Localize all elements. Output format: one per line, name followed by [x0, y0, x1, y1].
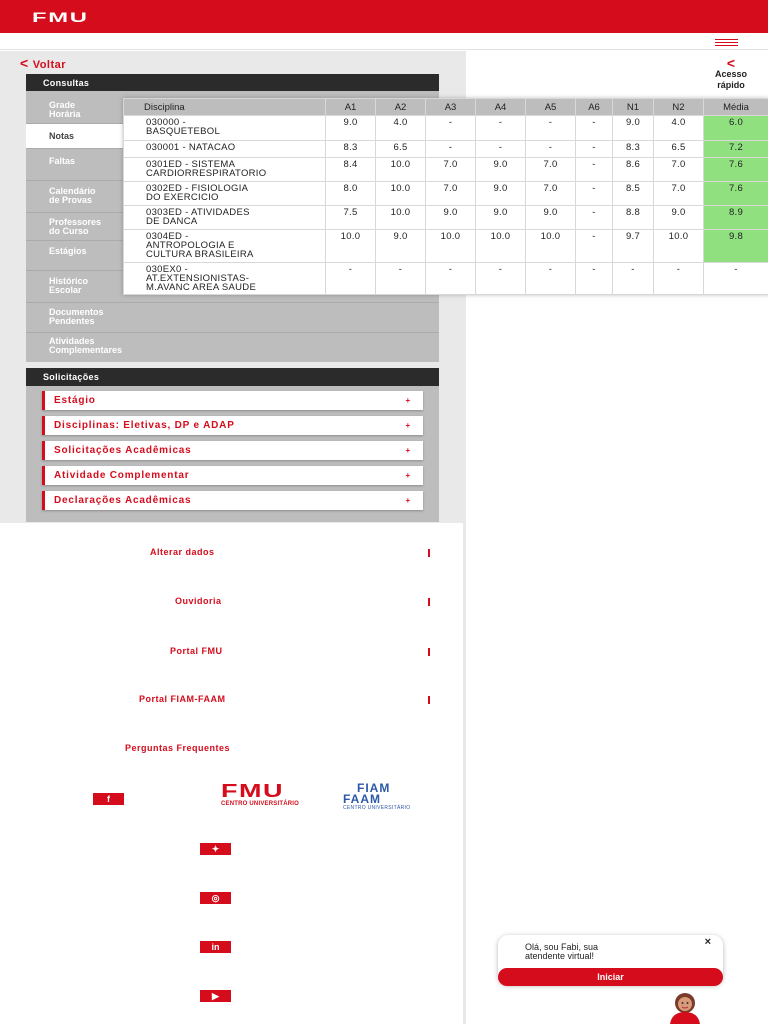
assistant-avatar[interactable] [664, 990, 706, 1024]
grade-cell: 9.0 [476, 206, 526, 230]
facebook-icon[interactable]: f [93, 793, 124, 805]
link-marker [428, 598, 430, 606]
grade-cell: - [526, 263, 576, 295]
menu-item-documentos[interactable] [26, 303, 439, 333]
grade-cell: 8.3 [326, 141, 376, 158]
sol-button-estagio[interactable] [42, 391, 423, 410]
plus-icon: + [405, 446, 411, 455]
sol-button-solicitacoes[interactable] [42, 441, 423, 460]
grade-cell: 7.0 [526, 158, 576, 182]
column-header: A1 [326, 99, 376, 116]
chat-widget [498, 935, 723, 985]
grade-cell: 9.7 [613, 230, 654, 263]
grade-cell: 10.0 [376, 206, 426, 230]
grade-cell: - [576, 158, 613, 182]
grade-cell: 7.5 [326, 206, 376, 230]
footer-link-portal-fiam-faam[interactable]: Portal FIAM-FAAM [139, 694, 226, 704]
discipline-line: 0301ED - SISTEMA [146, 159, 236, 170]
grade-cell: 9.0 [326, 116, 376, 141]
footer-link-ouvidoria[interactable]: Ouvidoria [175, 596, 222, 606]
grade-cell: 8.0 [326, 182, 376, 206]
column-header: Disciplina [124, 99, 326, 116]
sol-label: Atividade Complementar [54, 470, 190, 481]
discipline-line: BASQUETEBOL [146, 126, 221, 137]
grade-cell: 6.5 [376, 141, 426, 158]
grade-cell: 9.0 [654, 206, 704, 230]
grade-cell: - [576, 263, 613, 295]
grade-cell: - [576, 182, 613, 206]
grade-cell: - [526, 116, 576, 141]
quick-access-label: Acesso [714, 69, 748, 79]
menu-label: Grade [49, 100, 76, 110]
grade-cell: 7.0 [654, 182, 704, 206]
table-row [124, 141, 768, 158]
menu-label: Atividades [49, 336, 95, 346]
media-cell: 7.2 [704, 141, 768, 158]
grade-cell: 10.0 [326, 230, 376, 263]
sol-label: Solicitações Acadêmicas [54, 445, 192, 456]
column-header: A4 [476, 99, 526, 116]
discipline-line: 030EX0 - [146, 264, 189, 275]
grade-cell: 8.3 [613, 141, 654, 158]
discipline-line: ANTROPOLOGIA E [146, 240, 235, 251]
media-cell: 6.0 [704, 116, 768, 141]
grade-cell: 10.0 [476, 230, 526, 263]
grade-cell: 8.4 [326, 158, 376, 182]
grade-cell: - [426, 141, 476, 158]
sol-label: Disciplinas: Eletivas, DP e ADAP [54, 420, 235, 431]
column-header: A5 [526, 99, 576, 116]
footer-link-alterar-dados[interactable]: Alterar dados [150, 547, 215, 557]
twitter-icon[interactable]: ✦ [200, 843, 231, 855]
grade-cell: - [426, 263, 476, 295]
table-row [124, 206, 768, 230]
media-cell: - [704, 263, 768, 295]
grade-cell: 7.0 [654, 158, 704, 182]
link-marker [428, 648, 430, 656]
grade-cell: - [476, 116, 526, 141]
menu-label: Horária [49, 109, 81, 119]
column-header: A6 [576, 99, 613, 116]
youtube-icon[interactable]: ▶ [200, 990, 231, 1002]
back-label: Voltar [32, 59, 67, 71]
top-bar [0, 0, 768, 33]
grade-cell: 4.0 [376, 116, 426, 141]
grade-cell: 10.0 [426, 230, 476, 263]
grade-cell: - [576, 141, 613, 158]
grade-cell: 10.0 [376, 182, 426, 206]
link-marker [428, 549, 430, 557]
menu-label: Histórico [49, 276, 89, 286]
discipline-line: 030000 - [146, 117, 186, 128]
table-row [124, 230, 768, 263]
discipline-cell [124, 206, 326, 230]
table-header-row [124, 99, 768, 116]
grade-cell: - [326, 263, 376, 295]
sol-button-declaracoes[interactable] [42, 491, 423, 510]
menu-label: Complementares [49, 345, 123, 355]
chevron-left-icon: < [20, 55, 29, 71]
grade-cell: - [613, 263, 654, 295]
grade-cell: 9.0 [376, 230, 426, 263]
fiam-logo-subtext: CENTRO UNIVERSITÁRIO [343, 805, 411, 811]
discipline-line: AT.EXTENSIONISTAS- [146, 273, 250, 284]
media-cell: 8.9 [704, 206, 768, 230]
fmu-logo[interactable]: FMU [32, 9, 89, 25]
chat-message-line: atendente virtual! [525, 951, 595, 961]
menu-label: Escolar [49, 285, 82, 295]
menu-label: Calendário [49, 186, 96, 196]
discipline-line: DE DANCA [146, 216, 198, 227]
plus-icon: + [405, 496, 411, 505]
menu-label: do Curso [49, 226, 89, 236]
media-cell: 9.8 [704, 230, 768, 263]
sol-button-atividade[interactable] [42, 466, 423, 485]
sol-label: Declarações Acadêmicas [54, 495, 192, 506]
menu-label: Professores [49, 217, 102, 227]
fiam-faam-logo [343, 781, 435, 811]
column-header: N2 [654, 99, 704, 116]
footer-link-portal-fmu[interactable]: Portal FMU [170, 646, 223, 656]
table-row [124, 182, 768, 206]
grade-cell: 7.0 [426, 182, 476, 206]
discipline-line: 030001 - NATACAO [146, 142, 236, 153]
menu-label: de Provas [49, 195, 93, 205]
grade-cell: 9.0 [613, 116, 654, 141]
faam-logo-text: FAAM [343, 792, 381, 806]
discipline-line: CARDIORRESPIRATORIO [146, 168, 267, 179]
menu-label: Estágios [49, 246, 87, 256]
consultas-header: Consultas [26, 74, 439, 92]
menu-label: Pendentes [49, 316, 95, 326]
grade-cell: 7.0 [426, 158, 476, 182]
close-icon[interactable]: × [704, 936, 711, 948]
discipline-cell [124, 141, 326, 158]
grade-cell: 9.0 [526, 206, 576, 230]
column-header: N1 [613, 99, 654, 116]
menu-item-notas[interactable] [26, 124, 123, 149]
table-row [124, 116, 768, 141]
media-cell: 7.6 [704, 182, 768, 206]
hamburger-menu-icon[interactable] [715, 39, 738, 47]
grade-cell: 9.0 [476, 182, 526, 206]
menu-item-atividades[interactable] [26, 333, 439, 362]
linkedin-icon[interactable]: in [200, 941, 231, 953]
link-marker [428, 696, 430, 704]
discipline-cell [124, 182, 326, 206]
grade-cell: - [376, 263, 426, 295]
footer-link-perguntas-frequentes[interactable]: Perguntas Frequentes [125, 743, 231, 753]
discipline-line: DO EXERCICIO [146, 192, 219, 203]
media-cell: 7.6 [704, 158, 768, 182]
plus-icon: + [405, 396, 411, 405]
grade-cell: 8.6 [613, 158, 654, 182]
discipline-cell [124, 230, 326, 263]
grade-cell: 4.0 [654, 116, 704, 141]
fiam-logo-text: FIAM [357, 781, 391, 795]
grades-table [123, 98, 768, 295]
plus-icon: + [405, 471, 411, 480]
grade-cell: - [476, 141, 526, 158]
discipline-line: CULTURA BRASILEIRA [146, 249, 254, 260]
grade-cell: 10.0 [654, 230, 704, 263]
sol-button-disciplinas[interactable] [42, 416, 423, 435]
discipline-line: 0302ED - FISIOLOGIA [146, 183, 249, 194]
sol-label: Estágio [54, 395, 96, 406]
grade-cell: - [426, 116, 476, 141]
chat-message-line: Olá, sou Fabi, sua [525, 942, 599, 952]
grade-cell: - [576, 206, 613, 230]
discipline-line: 0303ED - ATIVIDADES [146, 207, 250, 218]
table-row [124, 158, 768, 182]
quick-access-button[interactable] [697, 57, 765, 91]
quick-access-label-2: rápido [717, 80, 745, 90]
footer [0, 523, 466, 1024]
grade-cell: - [576, 230, 613, 263]
grade-cell: - [576, 116, 613, 141]
grade-cell: 6.5 [654, 141, 704, 158]
grade-cell: 8.8 [613, 206, 654, 230]
column-header: A3 [426, 99, 476, 116]
discipline-line: M.AVANC AREA SAUDE [146, 282, 257, 293]
menu-label: Faltas [49, 156, 76, 166]
grade-cell: 10.0 [526, 230, 576, 263]
fmu-logo-text: FMU [221, 781, 284, 801]
column-header: A2 [376, 99, 426, 116]
grade-cell: - [654, 263, 704, 295]
back-link[interactable] [20, 55, 66, 71]
column-header: Média [704, 99, 768, 116]
grade-cell: 8.5 [613, 182, 654, 206]
table-row [124, 263, 768, 295]
grade-cell: - [526, 141, 576, 158]
grade-cell: - [476, 263, 526, 295]
grade-cell: 9.0 [426, 206, 476, 230]
menu-label: Documentos [49, 307, 104, 317]
grade-cell: 10.0 [376, 158, 426, 182]
discipline-cell [124, 158, 326, 182]
grade-cell: 9.0 [476, 158, 526, 182]
chat-start-button[interactable]: Iniciar [498, 968, 723, 986]
discipline-line: 0304ED - [146, 231, 189, 242]
fmu-centro-universitario-logo [221, 781, 337, 807]
chevron-left-icon: < [726, 55, 736, 71]
solicitacoes-header: Solicitações [26, 368, 439, 386]
sub-bar [0, 33, 768, 50]
grade-cell: 7.0 [526, 182, 576, 206]
discipline-cell [124, 116, 326, 141]
discipline-cell [124, 263, 326, 295]
menu-label: Notas [49, 131, 75, 141]
chat-message [525, 943, 675, 961]
plus-icon: + [405, 421, 411, 430]
instagram-icon[interactable]: ◎ [200, 892, 231, 904]
fmu-logo-subtext: CENTRO UNIVERSITÁRIO [221, 801, 300, 807]
